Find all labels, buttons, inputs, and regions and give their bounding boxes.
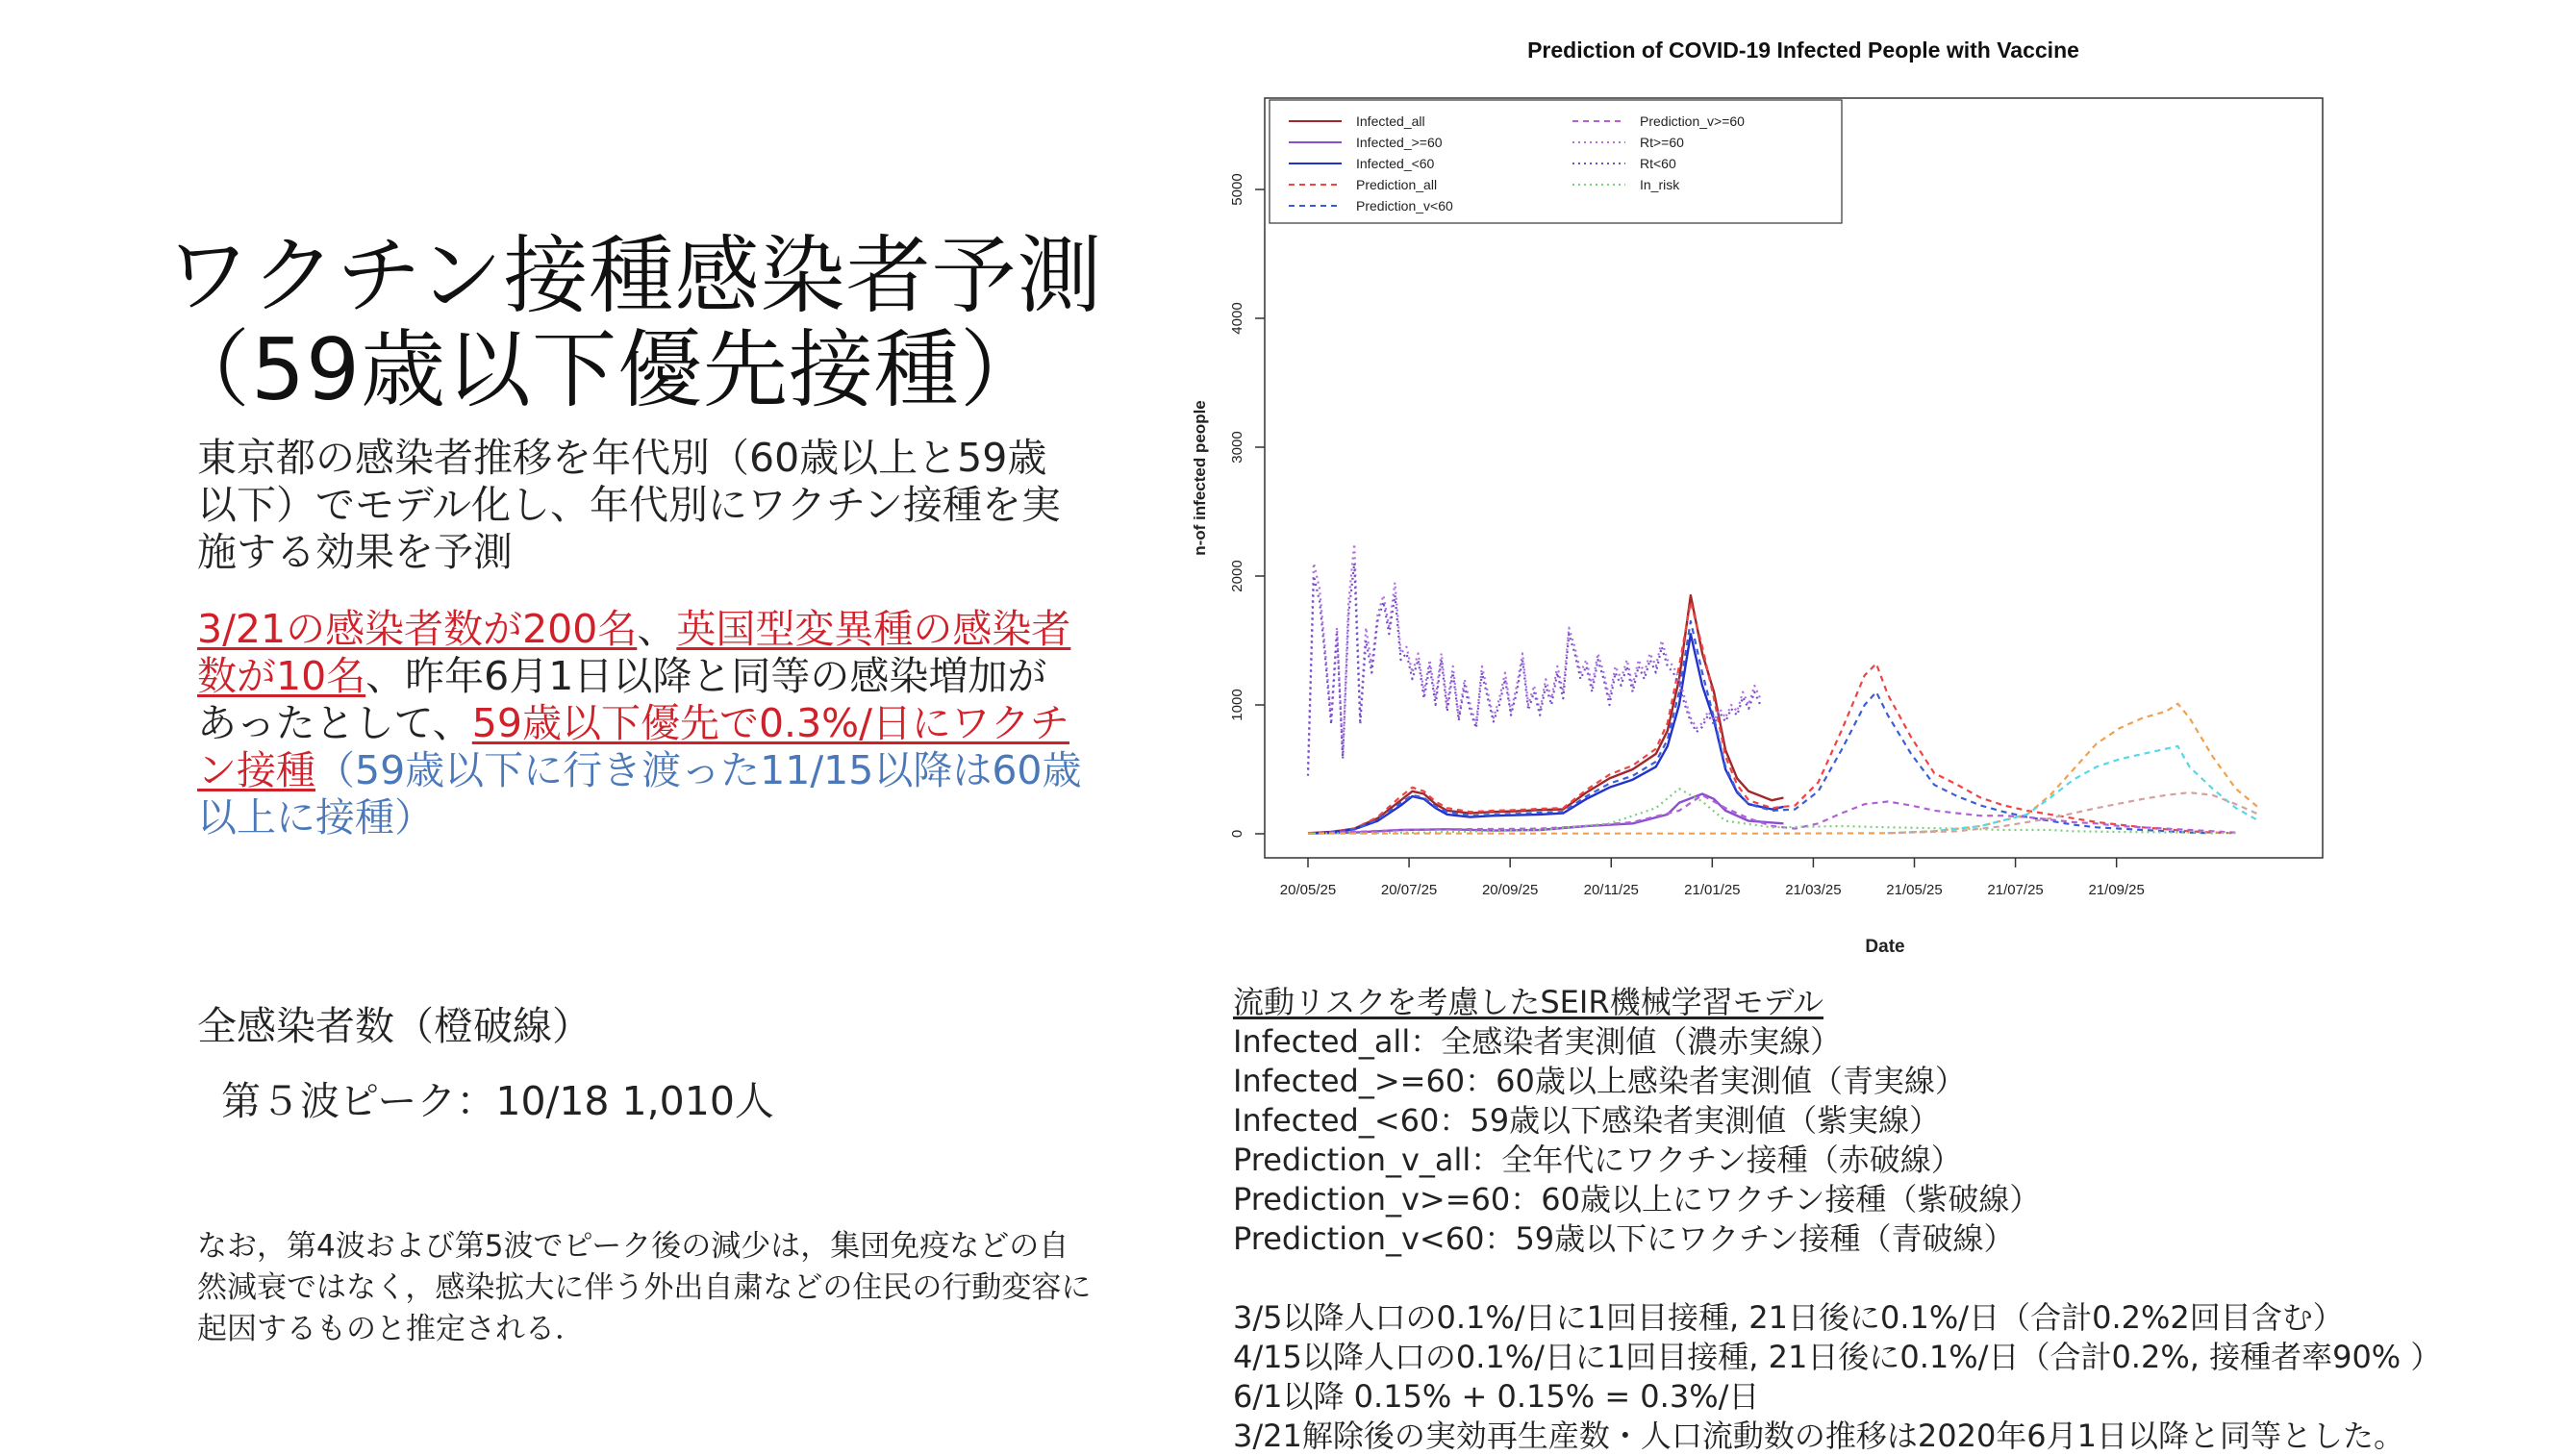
y-tick-label: 3000 [1229,431,1245,464]
y-tick-label: 5000 [1229,173,1245,206]
legend-line: Prediction_v_all：全年代にワクチン接種（赤破線） [1233,1142,1962,1178]
slide-title [165,226,1137,419]
y-tick-label: 0 [1229,829,1245,839]
legend-entry: In_risk [1640,177,1680,192]
slide-title-line1: ワクチン接種感染者予測 [165,226,1103,325]
scenario-part2: 、 [637,606,677,652]
x-tick-label: 21/03/25 [1785,882,1842,898]
x-tick-label: 21/09/25 [2088,882,2145,898]
model-notes [1233,983,2560,1456]
scenario-part6: （59歳以下に行き渡った11/15以降は60歳以上に接種） [197,747,1082,841]
vaccine-line: 3/21解除後の実効再生産数・人口流動数の推移は2020年6月1日以降と同等とした。 [1233,1418,2405,1454]
y-tick-label: 1000 [1229,689,1245,721]
series-line-4 [1308,621,2213,834]
series-line-7 [1308,564,1760,776]
x-axis-label: Date [1865,937,1905,957]
legend-entry: Rt>=60 [1640,135,1684,150]
scenario-part4: 、昨年6月1日以降と同等の感染増加があったとして、 [197,653,1047,746]
slide-title-line2: （59歳以下優先接種） [165,320,1045,419]
vaccine-line: 3/5以降人口の0.1%/日に1回目接種, 21日後に0.1%/日（合計0.2%2回目含む） [1233,1299,2344,1336]
vaccine-line: 4/15以降人口の0.1%/日に1回目接種, 21日後に0.1%/日（合計0.2%, 接種者率90% ） [1233,1339,2442,1375]
y-tick-label: 2000 [1229,560,1245,592]
legend-line: Infected_>=60：60歳以上感染者実測値（青実線） [1233,1063,1966,1099]
legend-entry: Rt<60 [1640,156,1676,171]
legend-entry: Prediction_v<60 [1356,198,1453,213]
x-tick-label: 20/09/25 [1481,882,1539,898]
model-heading: 流動リスクを考慮したSEIR機械学習モデル [1233,984,1823,1020]
scenario-part1: 3/21の感染者数が200名 [197,606,638,652]
scenario-part5: 59歳以下優先で0.3%/日にワクチン接種 [197,700,1069,793]
legend-entry: Infected_<60 [1356,156,1435,171]
covid-prediction-chart [1169,19,2534,971]
description-text: 東京都の感染者推移を年代別（60歳以上と59歳以下）でモデル化し、年代別にワクチン接種を実施する効果を予測 [197,435,1061,575]
legend-entry: Prediction_v>=60 [1640,113,1745,129]
x-tick-label: 21/05/25 [1886,882,1943,898]
spacer [1233,1259,2560,1298]
chart-title: Prediction of COVID-19 Infected People with Vaccine [1527,38,2079,63]
x-tick-label: 20/11/25 [1583,882,1639,898]
series-line-3 [1308,602,2236,834]
fifth-wave-peak: 第５波ピーク：10/18 1,010人 [221,1078,774,1124]
y-tick-label: 4000 [1229,302,1245,335]
legend-line: Prediction_v>=60：60歳以上にワクチン接種（紫破線） [1233,1181,2041,1218]
x-tick-label: 21/07/25 [1987,882,2044,898]
legend-entry: Infected_>=60 [1356,135,1443,150]
x-tick-label: 20/07/25 [1380,882,1438,898]
x-tick-label: 20/05/25 [1279,882,1337,898]
scenario-part3: 英国型変異種の感染者数が10名 [197,606,1071,699]
vaccine-line: 6/1以降 0.15% + 0.15% = 0.3%/日 [1233,1378,1760,1415]
total-infected-label: 全感染者数（橙破線） [197,1003,591,1049]
legend-line: Infected_<60：59歳以下感染者実測値（紫実線） [1233,1102,1941,1139]
y-axis-label: n-of infected people [1191,400,1209,556]
legend-line: Infected_all：全感染者実測値（濃赤実線） [1233,1023,1842,1060]
series-line-6 [1308,544,1760,770]
series-line-2 [1308,634,1783,833]
legend-entry: Prediction_all [1356,177,1438,192]
x-tick-label: 21/01/25 [1684,882,1741,898]
scenario-text [197,606,1082,841]
legend-line: Prediction_v<60：59歳以下にワクチン接種（青破線） [1233,1220,2015,1257]
note-text: なお，第4波および第5波でピーク後の減少は，集団免疫などの自然減衰ではなく，感染拡大に伴う外出自粛などの住民の行動変容に起因するものと推定される． [197,1229,1092,1346]
series-line-11 [1888,792,2259,833]
legend-entry: Infected_all [1356,113,1425,129]
